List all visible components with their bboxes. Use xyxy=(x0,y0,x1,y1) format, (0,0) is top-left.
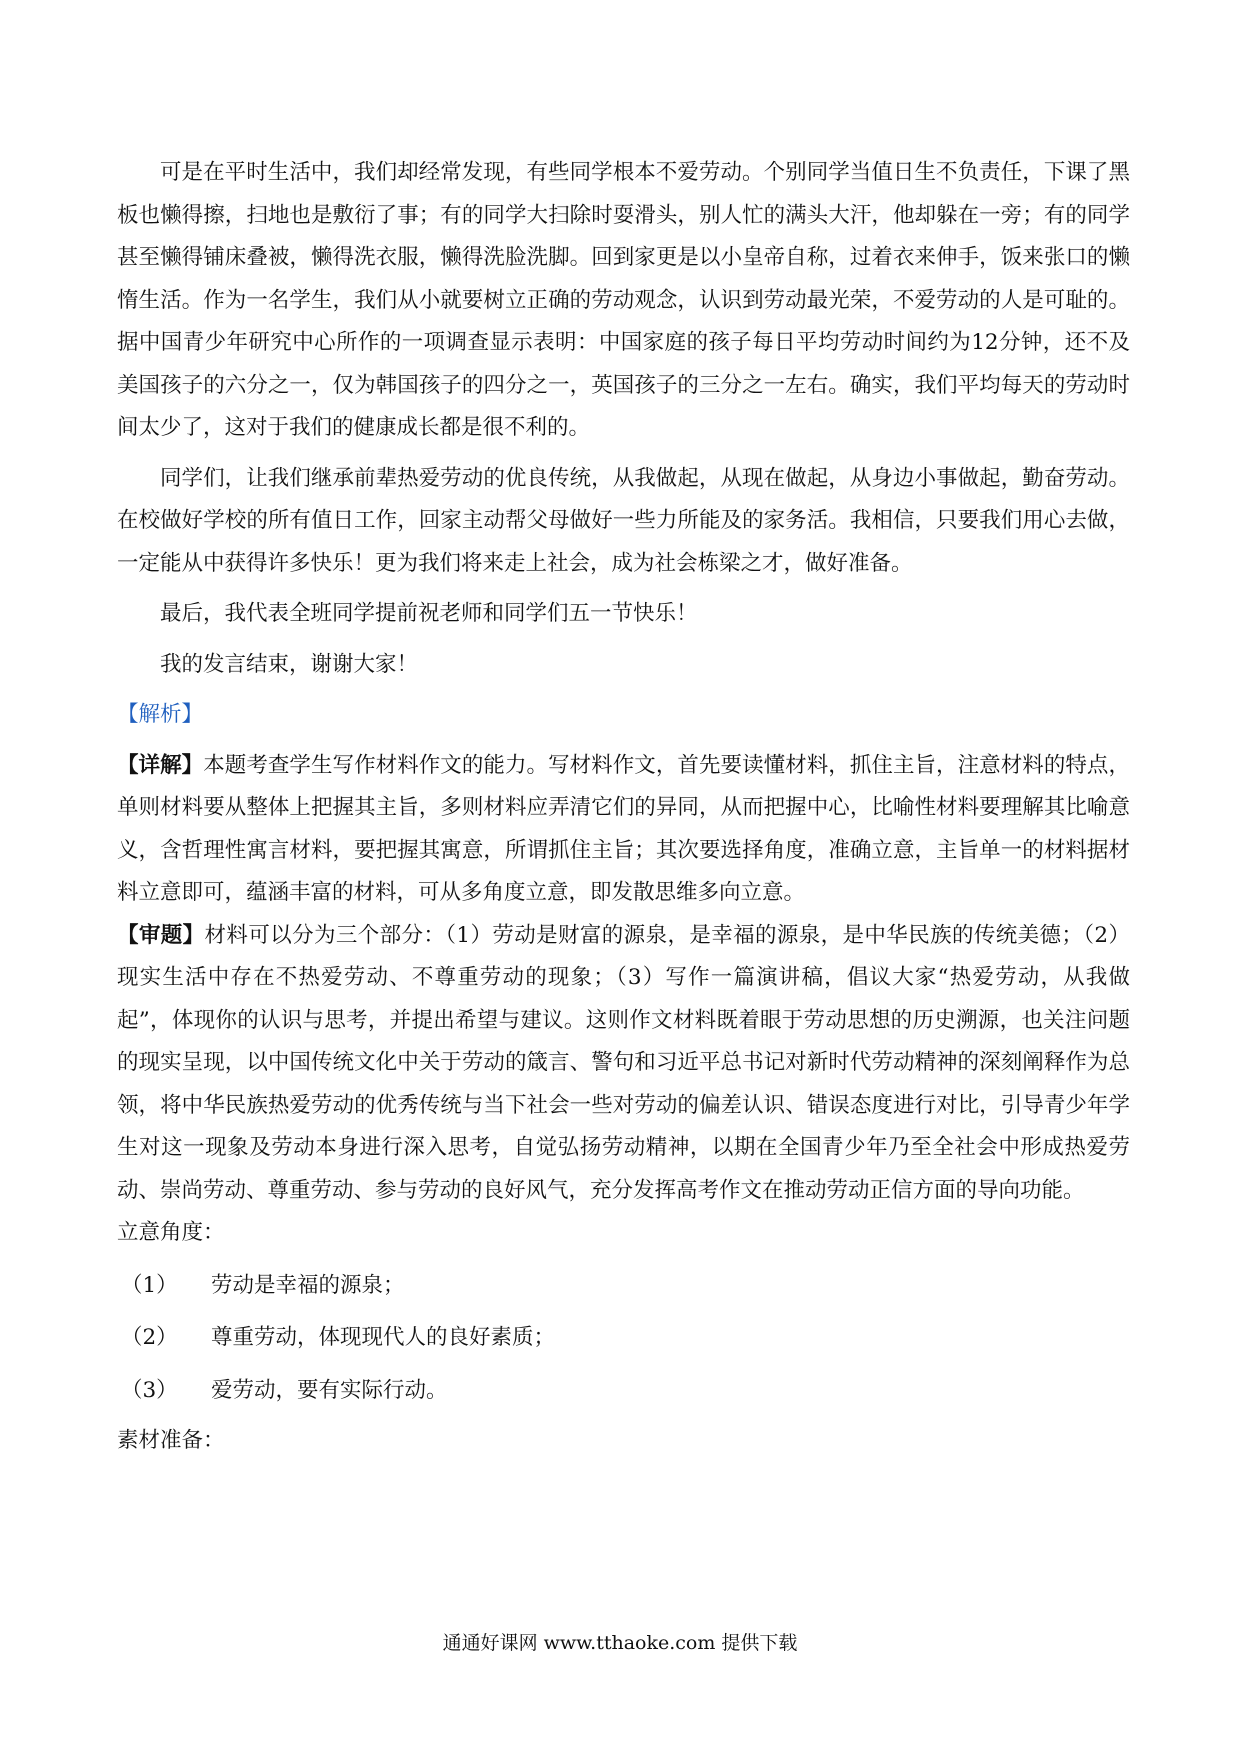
angle-text: 爱劳动，要有实际行动。 xyxy=(211,1377,448,1403)
angle-text: 劳动是幸福的源泉； xyxy=(211,1272,405,1298)
page-footer: 通通好课网 www.tthaoke.com 提供下载 xyxy=(442,1632,798,1654)
paragraph-4: 我的发言结束，谢谢大家！ xyxy=(160,651,419,677)
review-paragraph xyxy=(117,915,1130,1213)
paragraph-2: 同学们，让我们继承前辈热爱劳动的优良传统，从我做起，从现在做起，从身边小事做起，勤奋劳动。在校做好学校的所有值日工作，回家主动帮父母做好一些力所能及的家务活。我相信，只要我们用心去做，一定能从中获得许多快乐！更为我们将来走上社会，成为社会栋梁之才，做好准备。 xyxy=(117,465,1130,576)
analysis-heading: 【解析】 xyxy=(117,702,204,727)
paragraph-3: 最后，我代表全班同学提前祝老师和同学们五一节快乐！ xyxy=(160,601,698,626)
paragraph-1: 可是在平时生活中，我们却经常发现，有些同学根本不爱劳动。个别同学当值日生不负责任，下课了黑板也懒得擦，扫地也是敷衍了事；有的同学大扫除时耍滑头，别人忙的满头大汗，他却躲在一旁；有的同学甚至懒得铺床叠被，懒得洗衣服，懒得洗脸洗脚。回到家更是以小皇帝自称，过着衣来伸手，饭来张口的懒惰生活。作为一名学生，我们从小就要树立正确的劳动观念，认识到劳动最光荣，不爱劳动的人是可耻的。据中国青少年研究中心所作的一项调查显示表明：中国家庭的孩子每日平均劳动时间约为12分钟，还不及美国孩子的六分之一，仅为韩国孩子的四分之一，英国孩子的三分之一左右。确实，我们平均每天的劳动时间太少了，这对于我们的健康成长都是很不利的。 xyxy=(117,160,1130,440)
document-body xyxy=(117,152,1130,1463)
detail-paragraph xyxy=(117,745,1130,915)
detail-text: 本题考查学生写作材料作文的能力。写材料作文，首先要读懂材料，抓住主旨，注意材料的特点，单则材料要从整体上把握其主旨，多则材料应弄清它们的异同，从而把握中心，比喻性材料要理解其比喻意义，含哲理性寓言材料，要把握其寓意，所谓抓住主旨；其次要选择角度，准确立意，主旨单一的材料据材料立意即可，蕴涵丰富的材料，可从多角度立意，即发散思维多向立意。 xyxy=(117,752,1130,905)
angle-heading: 立意角度： xyxy=(117,1220,225,1245)
material-heading: 素材准备： xyxy=(117,1428,225,1453)
angle-text: 尊重劳动，体现现代人的良好素质； xyxy=(211,1325,556,1350)
review-text: 材料可以分为三个部分：（1）劳动是财富的源泉，是幸福的源泉，是中华民族的传统美德；（2）现实生活中存在不热爱劳动、不尊重劳动的现象；（3）写作一篇演讲稿，倡议大家“热爱劳动，从我做起”，体现你的认识与思考，并提出希望与建议。这则作文材料既着眼于劳动思想的历史溯源，也关注问题的现实呈现，以中国传统文化中关于劳动的箴言、警句和习近平总书记对新时代劳动精神的深刻阐释作为总领，将中华民族热爱劳动的优秀传统与当下社会一些对劳动的偏差认识、错误态度进行对比，引导青少年学生对这一现象及劳动本身进行深入思考，自觉弘扬劳动精神，以期在全国青少年乃至全社会中形成热爱劳动、崇尚劳动、尊重劳动、参与劳动的良好风气，充分发挥高考作文在推动劳动正信方面的导向功能。 xyxy=(117,922,1130,1203)
angle-item-2 xyxy=(117,1317,1130,1360)
detail-label: 【详解】 xyxy=(117,752,204,778)
angle-number: （2） xyxy=(121,1325,178,1350)
angle-number: （3） xyxy=(121,1377,178,1403)
angle-item-1 xyxy=(117,1265,1130,1308)
angle-number: （1） xyxy=(121,1272,178,1298)
angle-item-3 xyxy=(117,1370,1130,1413)
review-label: 【审题】 xyxy=(117,922,205,948)
